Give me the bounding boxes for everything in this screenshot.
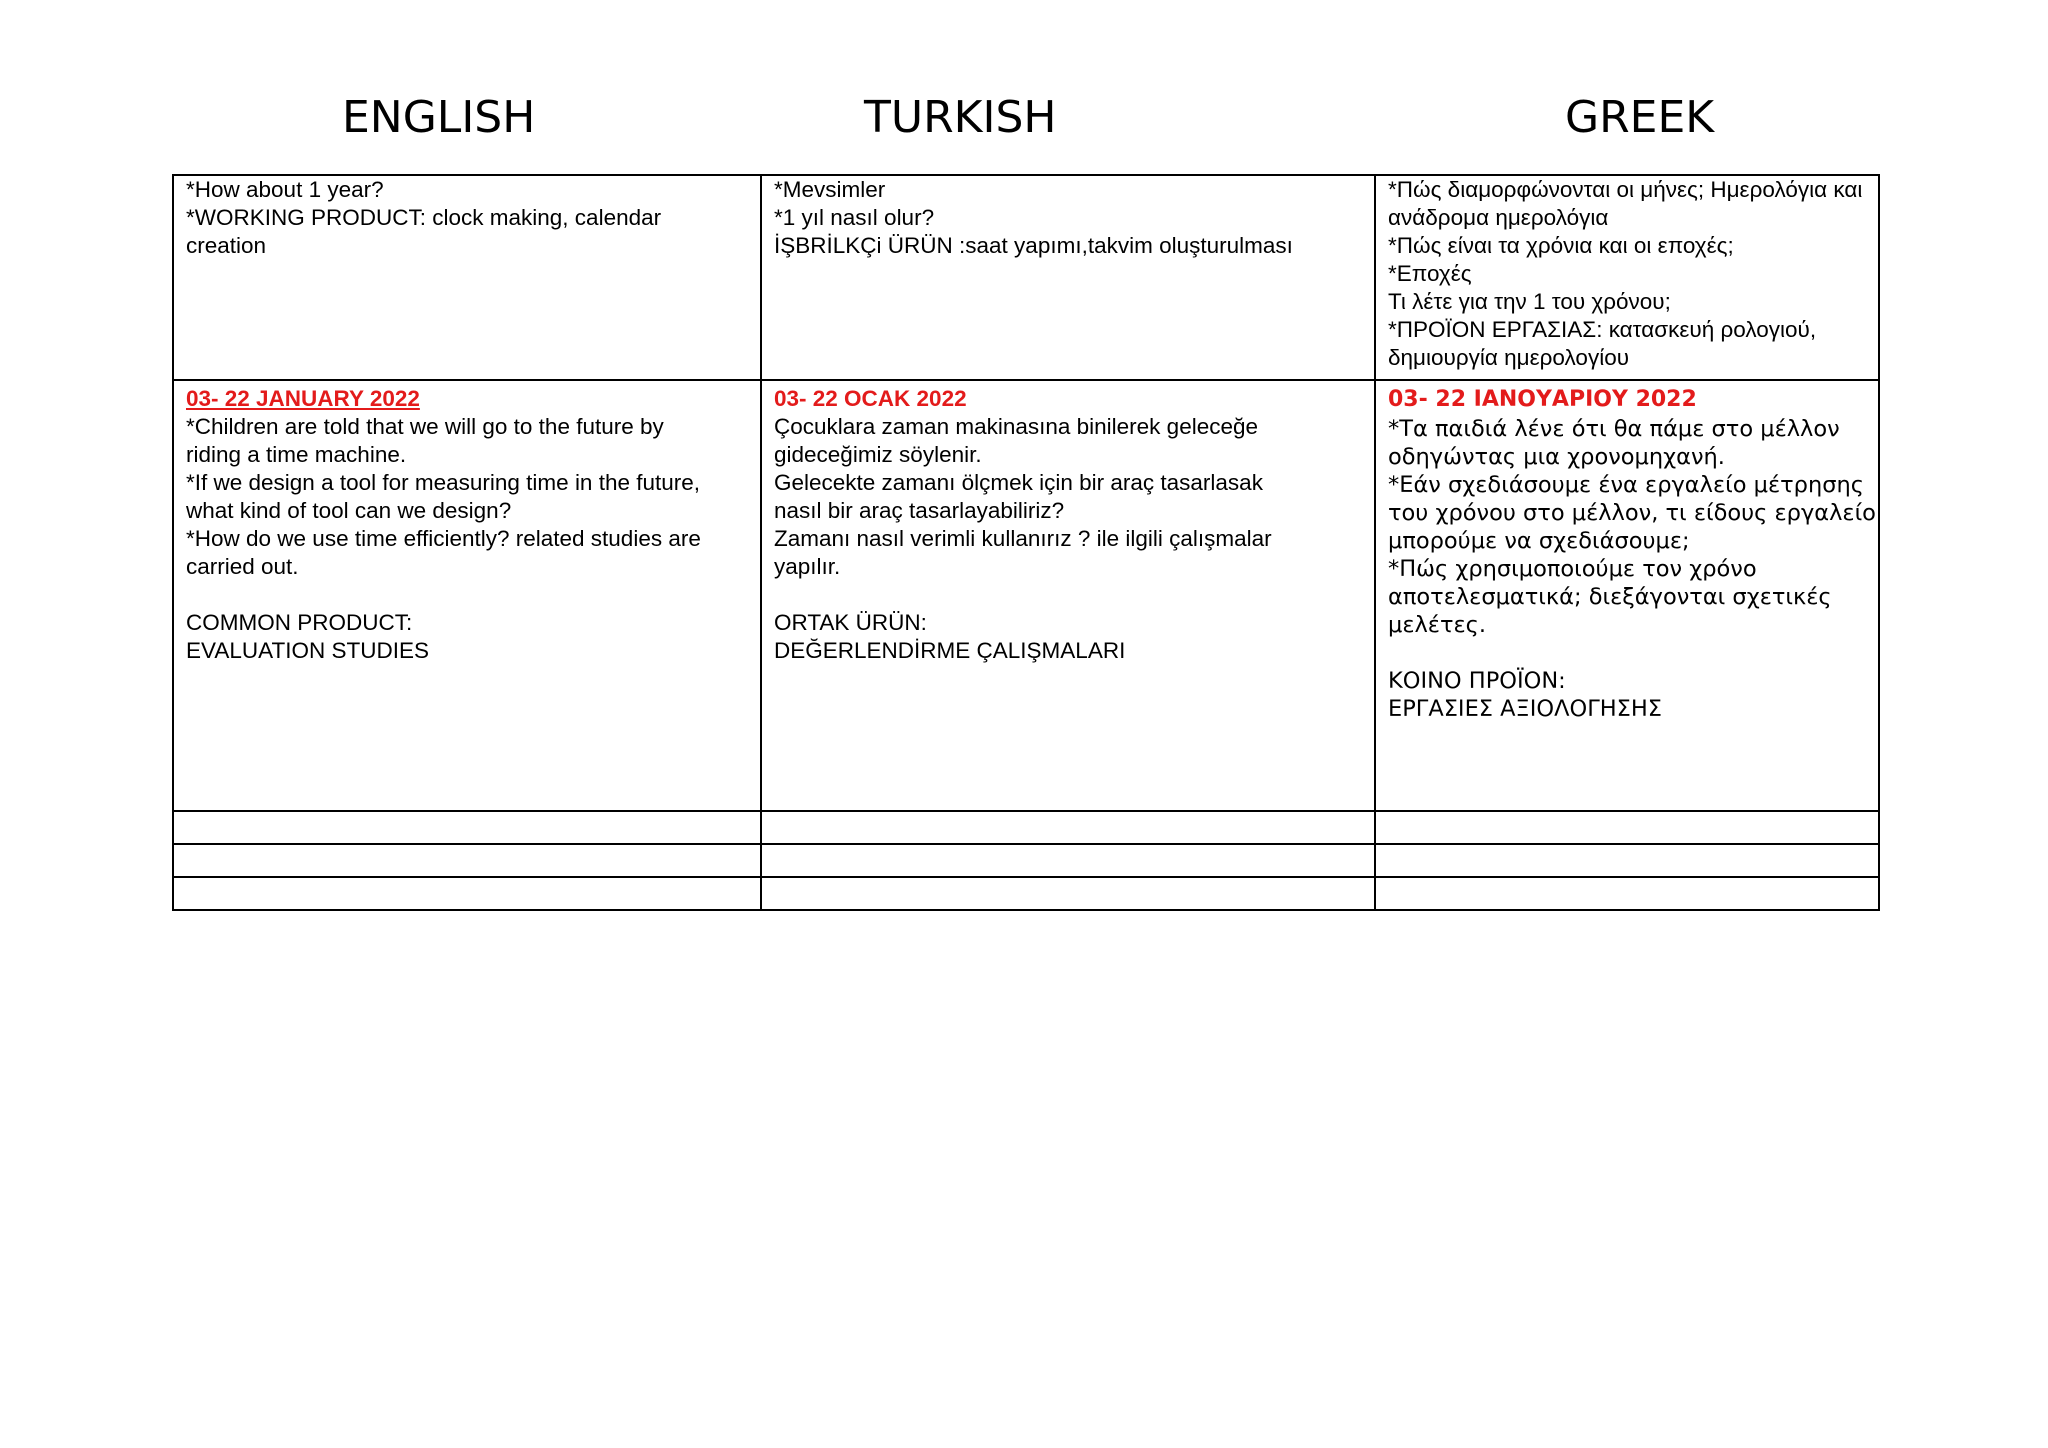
product-value: EVALUATION STUDIES [186, 638, 429, 663]
text-line: *Πώς χρησιμοποιούμε τον χρόνο [1388, 556, 1757, 582]
table-row [173, 844, 1879, 877]
empty-cell [173, 844, 761, 877]
product-value: ΕΡΓΑΣΙΕΣ ΑΞΙΟΛΟΓΗΣΗΣ [1388, 696, 1663, 722]
table-row [173, 877, 1879, 910]
text-line: riding a time machine. [186, 442, 407, 467]
cell-english-row1 [173, 175, 761, 380]
text-line: ανάδρομα ημερολόγια [1388, 205, 1609, 230]
cell-turkish-row2 [761, 380, 1375, 811]
empty-cell [1375, 877, 1879, 910]
header-turkish: TURKISH [864, 92, 1057, 143]
empty-cell [1375, 811, 1879, 844]
spacer [774, 581, 1364, 609]
text-line: İŞBRİLKÇi ÜRÜN :saat yapımı,takvim oluşturulması [774, 233, 1293, 258]
spacer [1388, 639, 1868, 667]
text-line: *How about 1 year? [186, 177, 384, 202]
text-line: *WORKING PRODUCT: clock making, calendar [186, 205, 662, 230]
date-heading: 03- 22 OCAK 2022 [774, 386, 967, 411]
text-line: what kind of tool can we design? [186, 498, 512, 523]
text-line: Τι λέτε για την 1 του χρόνου; [1388, 289, 1671, 314]
cell-greek-row1 [1375, 175, 1879, 380]
text-line: δημιουργία ημερολογίου [1388, 345, 1630, 370]
cell-english-row2 [173, 380, 761, 811]
date-heading: 03- 22 ΙΑΝΟΥΑΡΙΟΥ 2022 [1388, 387, 1697, 412]
text-line: creation [186, 233, 267, 258]
text-line: Çocuklara zaman makinasına binilerek geleceğe [774, 414, 1259, 439]
text-line: *Πώς είναι τα χρόνια και οι εποχές; [1388, 233, 1734, 258]
text-line: *If we design a tool for measuring time in the future, [186, 470, 701, 495]
text-line: *Εάν σχεδιάσουμε ένα εργαλείο μέτρησης [1388, 472, 1864, 498]
table-row [173, 811, 1879, 844]
header-english: ENGLISH [342, 92, 536, 143]
text-line: *1 yıl nasıl olur? [774, 205, 935, 230]
text-line: gideceğimiz söylenir. [774, 442, 982, 467]
cell-greek-row2 [1375, 380, 1879, 811]
plan-table [172, 174, 1880, 911]
date-heading: 03- 22 JANUARY 2022 [186, 386, 420, 411]
text-line: carried out. [186, 554, 299, 579]
text-line: *ΠΡΟΪΟΝ ΕΡΓΑΣΙΑΣ: κατασκευή ρολογιού, [1388, 317, 1817, 342]
text-line: nasıl bir araç tasarlayabiliriz? [774, 498, 1065, 523]
text-line: *Τα παιδιά λένε ότι θα πάμε στο μέλλον [1388, 416, 1840, 442]
text-line: *How do we use time efficiently? related studies are [186, 526, 701, 551]
text-line: *Children are told that we will go to the future by [186, 414, 664, 439]
text-line: *Εποχές [1388, 261, 1472, 286]
table-row [173, 380, 1879, 811]
text-line: οδηγώντας μια χρονομηχανή. [1388, 444, 1725, 470]
text-line: του χρόνου στο μέλλον, τι είδους εργαλείο [1388, 500, 1876, 526]
table-row [173, 175, 1879, 380]
product-value: DEĞERLENDİRME ÇALIŞMALARI [774, 638, 1126, 663]
text-line: yapılır. [774, 554, 841, 579]
cell-turkish-row1 [761, 175, 1375, 380]
text-line: *Mevsimler [774, 177, 886, 202]
text-line: Gelecekte zamanı ölçmek için bir araç tasarlasak [774, 470, 1263, 495]
empty-cell [173, 877, 761, 910]
product-label: ORTAK ÜRÜN: [774, 610, 927, 635]
spacer [186, 581, 750, 609]
empty-cell [1375, 844, 1879, 877]
text-line: *Πώς διαμορφώνονται οι μήνες; Ημερολόγια και [1388, 177, 1863, 202]
column-headers [0, 88, 2048, 148]
product-label: ΚΟΙΝΟ ΠΡΟΪΟΝ: [1388, 668, 1566, 694]
header-greek: GREEK [1565, 92, 1715, 143]
text-line: μπορούμε να σχεδιάσουμε; [1388, 528, 1690, 554]
empty-cell [761, 811, 1375, 844]
empty-cell [761, 877, 1375, 910]
text-line: Zamanı nasıl verimli kullanırız ? ile ilgili çalışmalar [774, 526, 1272, 551]
product-label: COMMON PRODUCT: [186, 610, 413, 635]
text-line: αποτελεσματικά; διεξάγονται σχετικές [1388, 584, 1832, 610]
text-line: μελέτες. [1388, 612, 1487, 638]
empty-cell [173, 811, 761, 844]
empty-cell [761, 844, 1375, 877]
